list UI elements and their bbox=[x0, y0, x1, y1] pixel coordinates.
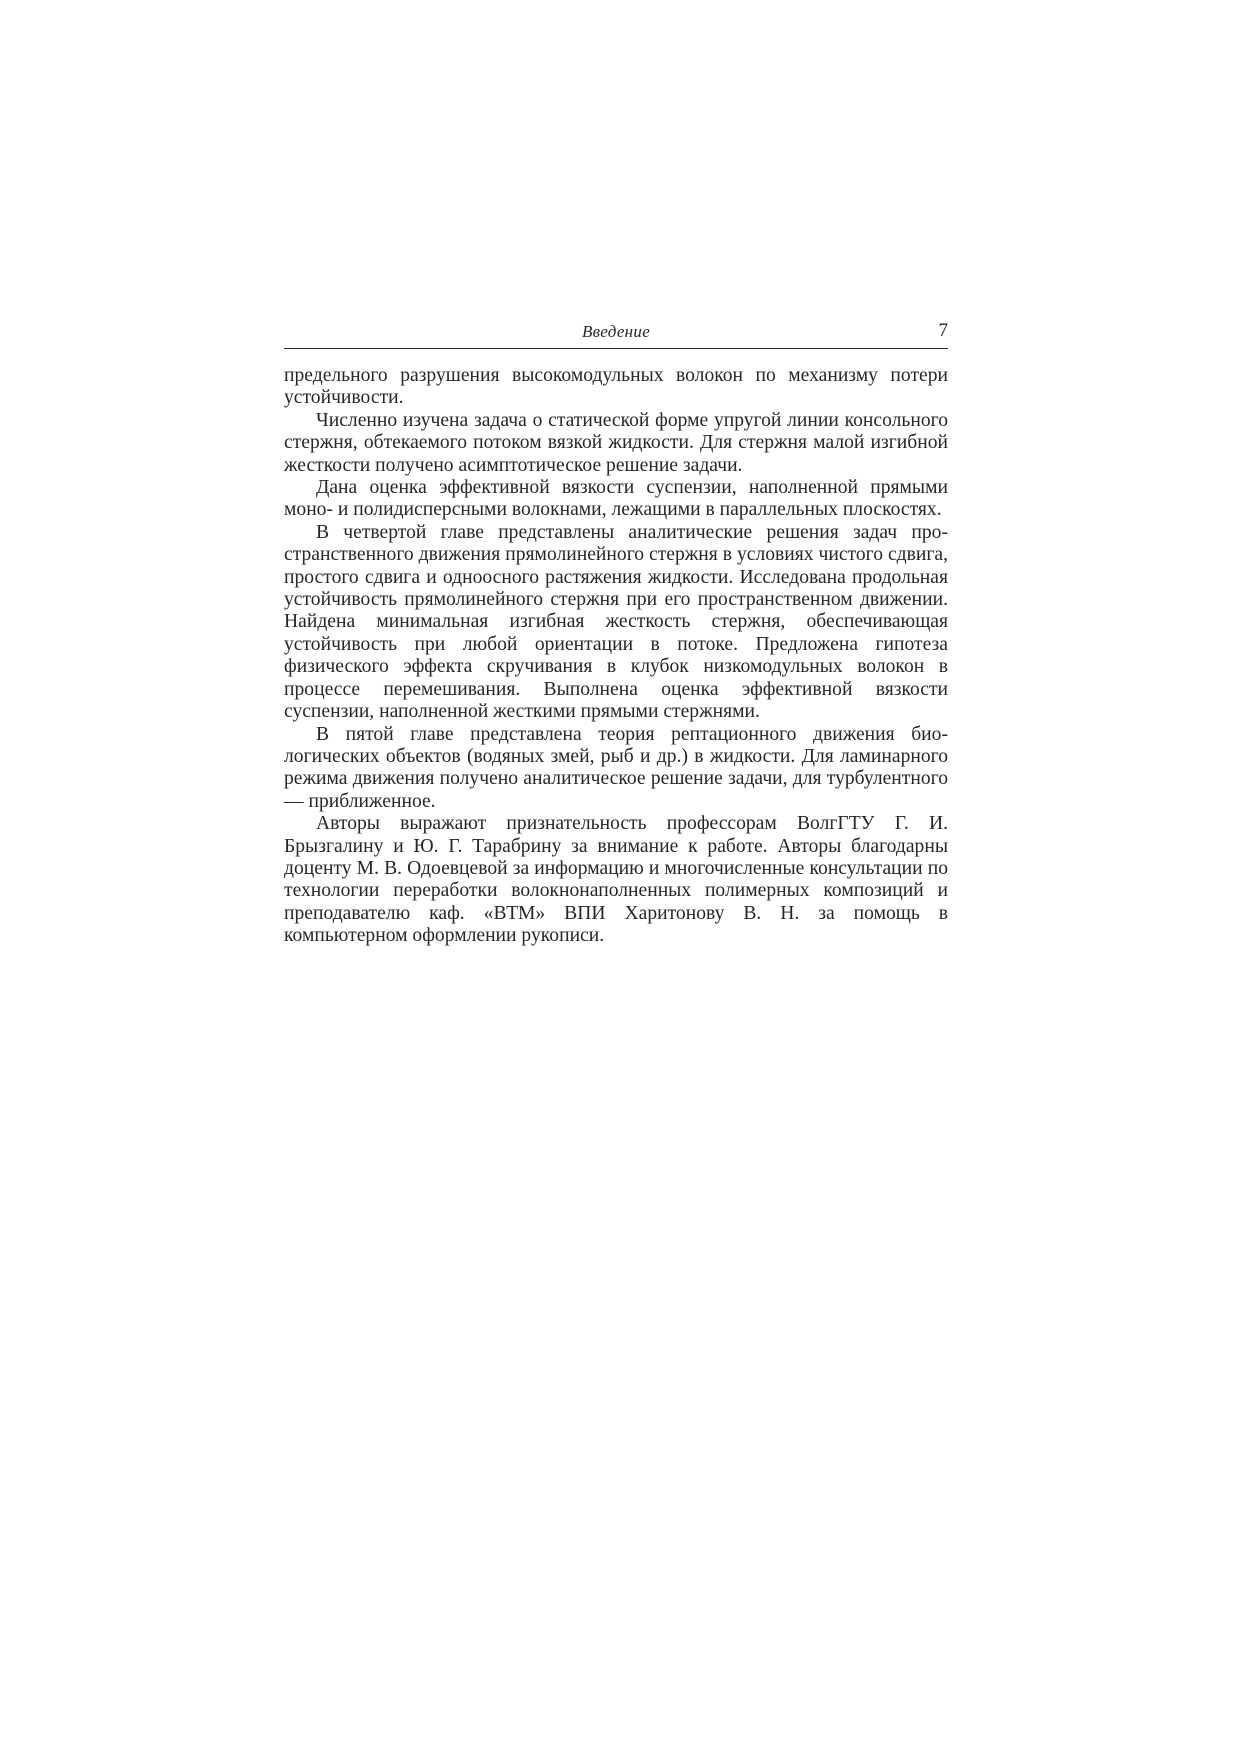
paragraph: Численно изучена задача о статической форме упругой линии консольного стержня, обтекаемого потоком вязкой жидкости. Для стержня малой изгибной жесткости получено асимптотическое решение задачи. bbox=[284, 409, 948, 476]
paragraph: Авторы выражают признательность профессорам ВолгГТУ Г. И. Брызгалину и Ю. Г. Тарабрину за внимание к работе. Авторы благодарны доценту М. В. Одоевцевой за информацию и многочисленные консультации по технологии переработки волокнонаполненных полимерных композиций и преподавателю каф. «ВТМ» ВПИ Харитонову В. Н. за помощь в компьютерном оформлении рукописи. bbox=[284, 813, 948, 947]
page-number: 7 bbox=[938, 320, 948, 341]
paragraph: В пятой главе представлена теория рептационного движения биологических объектов (водяных змей, рыб и др.) в жидкости. Для ламинарного режима движения получено аналитическое решение задачи, для турбулентного — приближенное. bbox=[284, 723, 948, 812]
paragraph: В четвертой главе представлены аналитические решения задач пространственного движения прямолинейного стержня в условиях чистого сдвига, простого сдвига и одноосного растяжения жидкости. Исследована продольная устойчивость прямолинейного стержня при его пространственном движении. Найдена минимальная изгибная жесткость стержня, обеспечивающая устойчивость при любой ориентации в потоке. Предложена гипотеза физического эффекта скручивания в клубок низкомодульных волокон в процессе перемешивания. Выполнена оценка эффективной вязкости суспензии, наполненной жесткими прямыми стержнями. bbox=[284, 521, 948, 723]
paragraph: предельного разрушения высокомодульных волокон по механизму потери устойчивости. bbox=[284, 365, 948, 409]
paragraph: Дана оценка эффективной вязкости суспензии, наполненной прямыми моно- и полидисперсными волокнами, лежащими в параллельных плоскостях. bbox=[284, 477, 948, 521]
running-header bbox=[284, 318, 948, 349]
body-text bbox=[284, 365, 948, 948]
book-page bbox=[284, 318, 948, 948]
chapter-title: Введение bbox=[581, 322, 651, 341]
